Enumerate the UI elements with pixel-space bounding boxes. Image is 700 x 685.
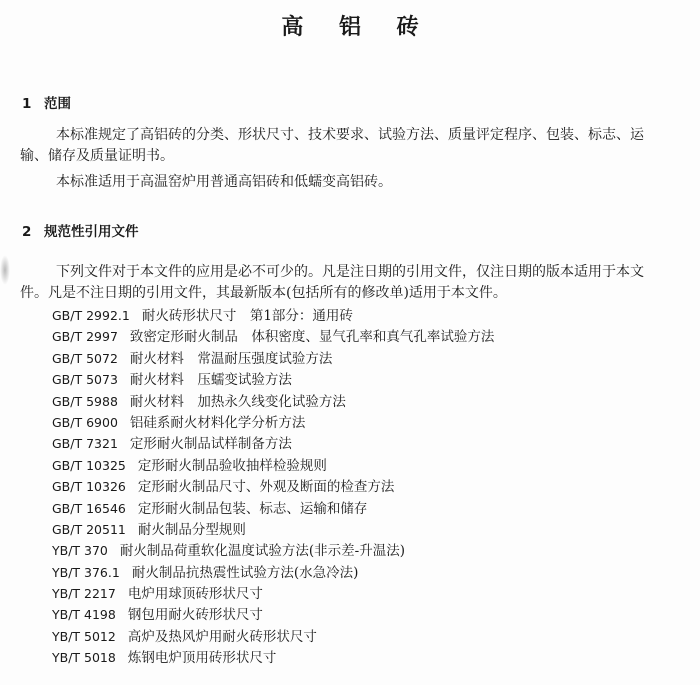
reference-title: 电炉用球顶砖形状尺寸: [127, 586, 263, 603]
reference-title: 耐火制品分型规则: [137, 521, 246, 538]
reference-code: GB/T 5073: [52, 372, 118, 388]
reference-code: YB/T 4198: [52, 607, 116, 623]
reference-code: GB/T 6900: [52, 414, 118, 430]
reference-code: GB/T 2992.1: [52, 308, 130, 323]
section-2-heading: [22, 220, 139, 240]
scope-paragraph-1: 本标准规定了高铝砖的分类、形状尺寸、技术要求、试验方法、质量评定程序、包装、标志、运输、储存及质量证明书。: [20, 127, 644, 164]
section-2-number: 2: [22, 224, 32, 240]
reference-item: [52, 647, 494, 668]
reference-item: [52, 604, 494, 625]
scope-paragraph-2: 本标准适用于高温窑炉用普通高铝砖和低蠕变高铝砖。: [56, 174, 392, 190]
reference-title: 耐火材料 加热永久线变化试验方法: [129, 393, 346, 410]
reference-item: [52, 412, 494, 433]
reference-title: 定形耐火制品试样制备方法: [129, 436, 292, 453]
reference-code: GB/T 7321: [52, 436, 118, 452]
reference-title: 耐火材料 压蠕变试验方法: [129, 372, 292, 389]
reference-code: YB/T 5012: [52, 628, 116, 644]
reference-item: [52, 455, 494, 476]
section-2-title: 规范性引用文件: [44, 224, 139, 240]
reference-item: [52, 498, 494, 519]
reference-title: 耐火制品抗热震性试验方法(水急冷法): [131, 564, 359, 581]
reference-item: [52, 476, 494, 497]
reference-title: 耐火制品荷重软化温度试验方法(非示差-升温法): [119, 543, 405, 560]
reference-list: [52, 305, 494, 669]
reference-title: 钢包用耐火砖形状尺寸: [127, 607, 263, 624]
reference-item: [52, 391, 494, 412]
reference-code: GB/T 20511: [52, 521, 126, 537]
reference-item: [52, 326, 494, 347]
reference-title: 耐火材料 常温耐压强度试验方法: [129, 350, 333, 367]
reference-code: GB/T 10325: [52, 457, 126, 473]
reference-title: 定形耐火制品尺寸、外观及断面的检查方法: [137, 479, 395, 496]
reference-item: [52, 369, 494, 390]
reference-title: 炼钢电炉顶用砖形状尺寸: [127, 650, 277, 667]
reference-code: YB/T 370: [52, 543, 108, 559]
reference-code: GB/T 5988: [52, 393, 118, 409]
reference-title: 致密定形耐火制品 体积密度、显气孔率和真气孔率试验方法: [129, 329, 495, 346]
reference-code: GB/T 2997: [52, 329, 118, 345]
reference-title: 高炉及热风炉用耐火砖形状尺寸: [127, 628, 317, 645]
reference-item: [52, 519, 494, 540]
reference-title: 定形耐火制品验收抽样检验规则: [137, 457, 327, 474]
references-intro: 下列文件对于本文件的应用是必不可少的。凡是注日期的引用文件，仅注日期的版本适用于本文件。凡是不注日期的引用文件，其最新版本(包括所有的修改单)适用于本文件。: [20, 264, 644, 301]
reference-title: 耐火砖形状尺寸 第1部分：通用砖: [141, 308, 353, 324]
reference-code: YB/T 5018: [52, 650, 116, 666]
reference-code: GB/T 10326: [52, 479, 126, 495]
reference-title: 铝硅系耐火材料化学分析方法: [129, 414, 306, 431]
scan-artifact: [0, 255, 10, 285]
reference-item: [52, 540, 494, 561]
reference-item: [52, 305, 494, 326]
reference-title: 定形耐火制品包装、标志、运输和储存: [137, 500, 368, 517]
section-1-heading: [22, 92, 71, 112]
reference-code: GB/T 5072: [52, 350, 118, 366]
reference-item: [52, 433, 494, 454]
reference-item: [52, 348, 494, 369]
reference-code: YB/T 2217: [52, 586, 116, 602]
section-1-number: 1: [22, 96, 32, 112]
section-1-title: 范围: [44, 96, 71, 112]
reference-code: GB/T 16546: [52, 500, 126, 516]
reference-item: [52, 583, 494, 604]
reference-code: YB/T 376.1: [52, 564, 120, 580]
reference-item: [52, 626, 494, 647]
document-title: 高 铝 砖: [281, 15, 433, 40]
reference-item: [52, 562, 494, 583]
